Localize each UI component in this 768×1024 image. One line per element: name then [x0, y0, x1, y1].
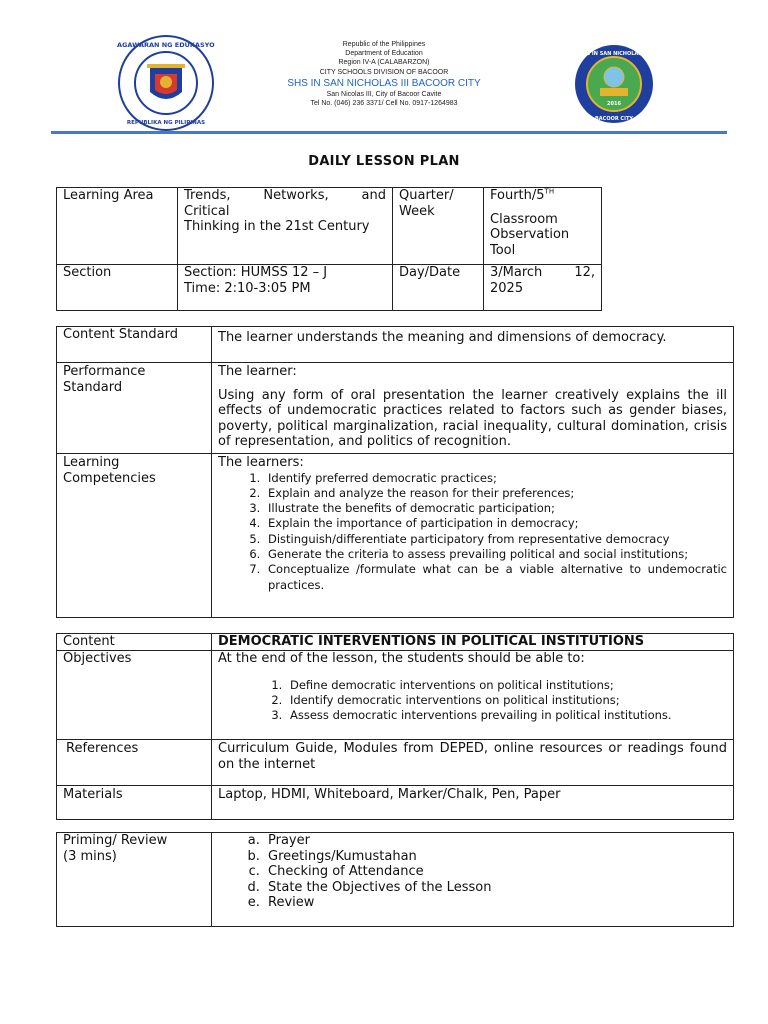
- content-standard-label: Content Standard: [57, 327, 212, 363]
- learning-competencies-label: Learning Competencies: [57, 454, 212, 618]
- header-divider: [51, 131, 727, 134]
- svg-text:KAGAWARAN NG EDUKASYON: KAGAWARAN NG EDUKASYON: [117, 41, 215, 49]
- list-item: 3. Assess democratic interventions prevailing in political institutions.: [286, 708, 727, 723]
- day-value: 3/March 12, 2025: [484, 265, 602, 311]
- standards-table: [56, 326, 734, 618]
- list-item: 3. Illustrate the benefits of democratic participation;: [264, 501, 727, 516]
- learning-area-line1: [184, 188, 386, 204]
- competencies-intro: The learners:: [218, 455, 304, 470]
- school-name: SHS IN SAN NICHOLAS III BACOOR CITY: [287, 77, 481, 89]
- quarter-text: Fourth/5: [490, 188, 545, 203]
- objectives-list: [218, 678, 727, 724]
- performance-standard-label: Performance Standard: [57, 363, 212, 454]
- objectives-intro: At the end of the lesson, the students should be able to:: [218, 651, 585, 666]
- list-item: 4. Explain the importance of participation in democracy;: [264, 516, 727, 531]
- section-label: Section: [57, 265, 178, 311]
- header-line: CITY SCHOOLS DIVISION OF BACOOR: [319, 68, 449, 76]
- competencies-list: [218, 471, 727, 593]
- list-item: 6. Generate the criteria to assess prevailing political and social institutions;: [264, 547, 727, 562]
- learning-area-label: Learning Area: [57, 188, 178, 265]
- letterhead: [0, 40, 768, 108]
- svg-text:BACOOR CITY: BACOOR CITY: [594, 116, 634, 122]
- header-line: Republic of the Philippines: [342, 41, 426, 48]
- school-contact: Tel No. (046) 236 3371/ Cell No. 0917-1264983: [310, 100, 458, 108]
- objectives-label: Objectives: [57, 651, 212, 740]
- materials-label: Materials: [57, 786, 212, 820]
- priming-label: [57, 833, 212, 927]
- content-table: [56, 633, 734, 820]
- priming-label-line: Priming/ Review: [63, 833, 168, 848]
- quarter-label: Quarter/ Week: [393, 188, 484, 265]
- objectives-value: [212, 651, 734, 740]
- content-standard-value: The learner understands the meaning and dimensions of democracy.: [212, 327, 734, 363]
- priming-label-line: (3 mins): [63, 848, 117, 864]
- svg-text:SHS IN SAN NICHOLAS III: SHS IN SAN NICHOLAS III: [578, 51, 650, 57]
- learning-competencies-value: [212, 454, 734, 618]
- references-value: Curriculum Guide, Modules from DEPED, online resources or readings found on the internet: [212, 740, 734, 786]
- list-item: 1. Identify preferred democratic practices;: [264, 471, 727, 486]
- priming-value: [212, 833, 734, 927]
- performance-text: Using any form of oral presentation the learner creatively explains the ill effects of undemocratic practices related to factors such as gender biases, poverty, political marginalization, racial inequality, cultural domination, crisis of representation, and politics of recognition.: [218, 387, 727, 449]
- list-item: 1. Define democratic interventions on political institutions;: [286, 678, 727, 693]
- list-item: 5. Distinguish/differentiate participatory from representative democracy: [264, 532, 727, 547]
- references-label: References: [57, 740, 212, 786]
- performance-standard-value: [212, 363, 734, 454]
- day-label: Day/Date: [393, 265, 484, 311]
- learning-area-line3: Thinking in the 21st Century: [184, 219, 370, 234]
- svg-text:REPUBLIKA NG PILIPINAS: REPUBLIKA NG PILIPINAS: [126, 120, 206, 126]
- learning-area-line2: Critical: [184, 203, 230, 219]
- header-line: Region IV-A (CALABARZON): [338, 59, 430, 67]
- list-item: a. Prayer: [264, 833, 727, 849]
- list-item: e. Review: [264, 895, 727, 911]
- section-value: [178, 265, 393, 311]
- list-item: 2. Explain and analyze the reason for their preferences;: [264, 486, 727, 501]
- header-line: Department of Education: [345, 50, 423, 58]
- learning-area-words: Trends, Networks, and: [184, 188, 386, 203]
- content-value: DEMOCRATIC INTERVENTIONS IN POLITICAL INSTITUTIONS: [212, 634, 734, 651]
- priming-table: [56, 832, 734, 927]
- learning-area-value: [178, 188, 393, 265]
- list-item: d. State the Objectives of the Lesson: [264, 880, 727, 896]
- performance-intro: The learner:: [218, 364, 297, 379]
- list-item: b. Greetings/Kumustahan: [264, 849, 727, 865]
- materials-value: Laptop, HDMI, Whiteboard, Marker/Chalk, Pen, Paper: [212, 786, 734, 820]
- school-address: San Nicolas III, City of Bacoor Cavite: [326, 90, 442, 98]
- time-text: Time: 2:10-3:05 PM: [184, 280, 311, 296]
- observation-tool: Classroom Observation Tool: [490, 211, 570, 258]
- quarter-sup: TH: [544, 187, 555, 196]
- content-label: Content: [57, 634, 212, 651]
- info-table: [56, 187, 602, 311]
- quarter-value: [484, 188, 602, 265]
- page-title: DAILY LESSON PLAN: [308, 154, 460, 169]
- list-item: c. Checking of Attendance: [264, 864, 727, 880]
- quarter-week: [490, 188, 595, 204]
- list-item: 2. Identify democratic interventions on political institutions;: [286, 693, 727, 708]
- svg-text:2016: 2016: [607, 101, 621, 107]
- list-item: 7. Conceptualize /formulate what can be a viable alternative to undemocratic practices.: [264, 562, 727, 593]
- priming-list: [218, 833, 727, 911]
- section-text: Section: HUMSS 12 – J: [184, 265, 328, 280]
